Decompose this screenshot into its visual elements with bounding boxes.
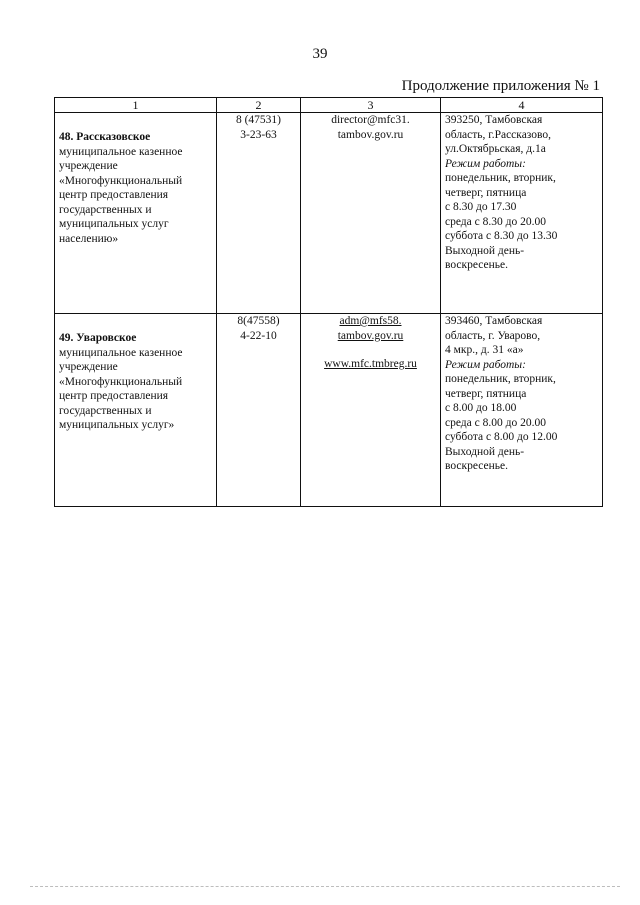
org-line: государственных и xyxy=(59,203,152,216)
schedule-line: суббота с 8.30 до 13.30 xyxy=(445,230,558,242)
schedule-line: четверг, пятница xyxy=(445,186,527,199)
schedule-line: Выходной день- xyxy=(445,244,525,257)
schedule-title: Режим работы: xyxy=(445,157,526,170)
schedule-line: с 8.30 до 17.30 xyxy=(445,201,517,213)
schedule-line: воскресенье. xyxy=(445,460,508,472)
schedule-line: четверг, пятница xyxy=(445,387,527,400)
entry-number: 49. xyxy=(59,332,74,344)
organization-cell xyxy=(55,113,217,314)
spacer xyxy=(305,343,436,357)
appendix-table xyxy=(54,97,603,507)
org-line: муниципальных услуг» xyxy=(59,419,175,431)
org-line: «Многофункциональный xyxy=(59,174,183,187)
address-cell xyxy=(441,113,603,314)
email-line[interactable]: tambov.gov.ru xyxy=(337,128,404,141)
email-line[interactable]: director@mfc31. xyxy=(331,114,410,126)
table-header-row xyxy=(55,98,603,113)
address-line: 393250, Тамбовская xyxy=(445,114,543,126)
email-line[interactable]: adm@mfs58. xyxy=(339,315,402,327)
address-cell xyxy=(441,314,603,507)
schedule-line: суббота с 8.00 до 12.00 xyxy=(445,431,558,443)
org-line: «Многофункциональный xyxy=(59,375,183,388)
schedule-line: Выходной день- xyxy=(445,445,525,458)
org-line: муниципальных услуг xyxy=(59,218,169,230)
table-row xyxy=(55,314,603,507)
column-header-2: 2 xyxy=(217,98,301,113)
phone-code: 8 (47531) xyxy=(235,114,282,126)
address-line: ул.Октябрьская, д.1а xyxy=(445,143,546,155)
schedule-line: среда с 8.00 до 20.00 xyxy=(445,416,546,429)
org-line: муниципальное казенное xyxy=(59,145,183,158)
column-header-1: 1 xyxy=(55,98,217,113)
schedule-line: среда с 8.30 до 20.00 xyxy=(445,215,546,228)
org-line: учреждение xyxy=(59,160,118,172)
phone-cell xyxy=(217,314,301,507)
org-line: государственных и xyxy=(59,404,152,417)
column-header-4: 4 xyxy=(441,98,603,113)
phone-code: 8(47558) xyxy=(237,315,280,327)
address-line: 393460, Тамбовская xyxy=(445,315,543,327)
schedule-line: с 8.00 до 18.00 xyxy=(445,402,517,414)
schedule-line: воскресенье. xyxy=(445,259,508,271)
org-line: Рассказовское xyxy=(76,131,151,143)
schedule-line: понедельник, вторник, xyxy=(445,373,556,385)
org-line: центр предоставления xyxy=(59,390,169,402)
org-line: учреждение xyxy=(59,361,118,373)
schedule-line: понедельник, вторник, xyxy=(445,172,556,184)
page-number: 39 xyxy=(312,46,328,62)
address-line: 4 мкр., д. 31 «а» xyxy=(445,344,524,356)
org-line: центр предоставления xyxy=(59,189,169,201)
organization-cell xyxy=(55,314,217,507)
org-line: муниципальное казенное xyxy=(59,346,183,359)
column-header-3: 3 xyxy=(301,98,441,113)
website-link[interactable]: www.mfc.tmbreg.ru xyxy=(324,358,417,370)
org-line: Уваровское xyxy=(76,332,137,344)
contact-cell xyxy=(301,113,441,314)
organization-name xyxy=(59,331,212,433)
org-line: населению» xyxy=(59,232,119,245)
appendix-continuation-title: Продолжение приложения № 1 xyxy=(401,78,600,94)
contact-cell xyxy=(301,314,441,507)
phone-cell xyxy=(217,113,301,314)
table-row xyxy=(55,113,603,314)
address-line: область, г.Рассказово, xyxy=(445,128,552,141)
phone-number: 4-22-10 xyxy=(240,329,277,342)
address-line: область, г. Уварово, xyxy=(445,329,541,342)
entry-number: 48. xyxy=(59,131,74,143)
schedule-title: Режим работы: xyxy=(445,358,526,371)
phone-number: 3-23-63 xyxy=(240,128,277,141)
scan-edge-rule xyxy=(30,886,620,887)
email-line[interactable]: tambov.gov.ru xyxy=(337,329,404,342)
organization-name xyxy=(59,130,212,246)
